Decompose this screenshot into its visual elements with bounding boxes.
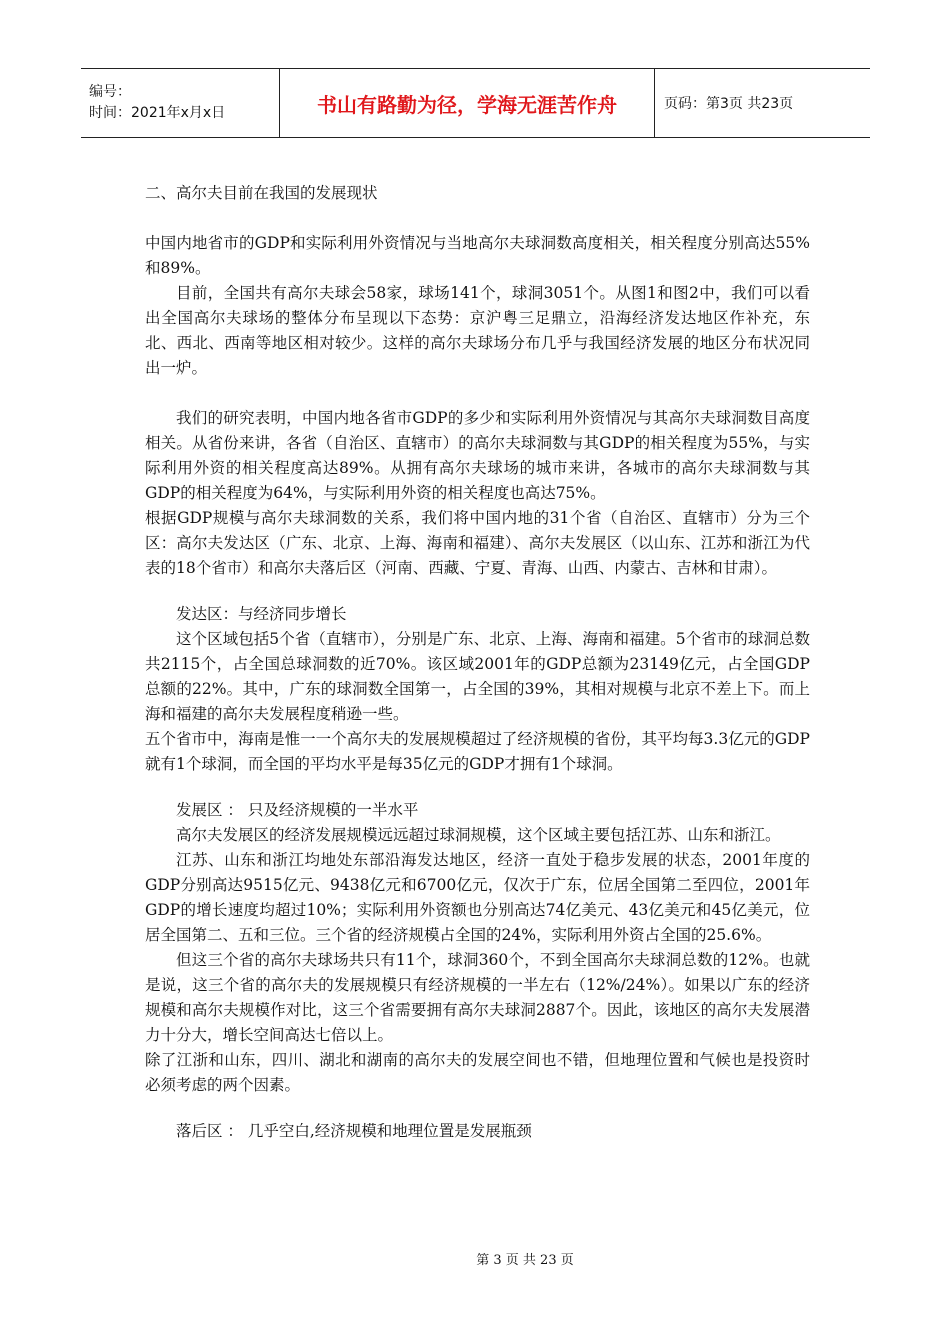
document-date: 时间：2021年x月x日 <box>89 105 226 121</box>
paragraph: 根据GDP规模与高尔夫球洞数的关系，我们将中国内地的31个省（自治区、直辖市）分为三个区：高尔夫发达区（广东、北京、上海、海南和福建）、高尔夫发展区（以山东、江苏和浙江为代表的18个省市）和高尔夫落后区（河南、西藏、宁夏、青海、山西、内蒙古、吉林和甘肃）。 <box>145 509 810 577</box>
header-page-info <box>655 69 870 137</box>
subsection-heading: 发展区 ： 只及经济规模的一半水平 <box>176 801 419 819</box>
page-header <box>81 68 870 138</box>
subsection-heading: 落后区 ： 几乎空白,经济规模和地理位置是发展瓶颈 <box>176 1122 532 1140</box>
paragraph: 目前，全国共有高尔夫球会58家，球场141个，球洞3051个。从图1和图2中，我们可以看出全国高尔夫球场的整体分布呈现以下态势：京沪粤三足鼎立，沿海经济发达地区作补充，东北、西北、西南等地区相对较少。这样的高尔夫球场分布几乎与我国经济发展的地区分布状况同出一炉。 <box>145 284 810 377</box>
paragraph: 江苏、山东和浙江均地处东部沿海发达地区，经济一直处于稳步发展的状态，2001年度的GDP分别高达9515亿元、9438亿元和6700亿元，仅次于广东，位居全国第二至四位，2001年GDP的增长速度均超过10%；实际利用外资额也分别高达74亿美元、43亿美元和45亿美元，位居全国第二、五和三位。三个省的经济规模占全国的24%，实际利用外资占全国的25.6%。 <box>145 851 810 944</box>
header-motto <box>280 69 655 137</box>
section-title: 二、高尔夫目前在我国的发展现状 <box>145 184 378 202</box>
paragraph: 这个区域包括5个省（直辖市），分别是广东、北京、上海、海南和福建。5个省市的球洞总数共2115个，占全国总球洞数的近70%。该区域2001年的GDP总额为23149亿元，占全国GDP总额的22%。其中，广东的球洞数全国第一，占全国的39%，其相对规模与北京不差上下。而上海和福建的高尔夫发展程度稍逊一些。 <box>145 630 810 723</box>
paragraph: 五个省市中，海南是惟一一个高尔夫的发展规模超过了经济规模的省份，其平均每3.3亿元的GDP就有1个球洞，而全国的平均水平是每35亿元的GDP才拥有1个球洞。 <box>145 730 810 773</box>
paragraph: 但这三个省的高尔夫球场共只有11个，球洞360个，不到全国高尔夫球洞总数的12%。也就是说，这三个省的高尔夫的发展规模只有经济规模的一半左右（12%/24%）。如果以广东的经济规模和高尔夫规模作对比，这三个省需要拥有高尔夫球洞2887个。因此，该地区的高尔夫发展潜力十分大，增长空间高达七倍以上。 <box>145 951 810 1044</box>
document-number-label: 编号： <box>89 84 131 100</box>
header-meta <box>81 69 280 137</box>
paragraph: 我们的研究表明，中国内地各省市GDP的多少和实际利用外资情况与其高尔夫球洞数目高度相关。从省份来讲，各省（自治区、直辖市）的高尔夫球洞数与其GDP的相关程度为55%，与实际利用外资的相关程度高达89%。从拥有高尔夫球场的城市来讲，各城市的高尔夫球洞数与其GDP的相关程度为64%，与实际利用外资的相关程度也高达75%。 <box>145 409 810 502</box>
paragraph: 高尔夫发展区的经济发展规模远远超过球洞规模，这个区域主要包括江苏、山东和浙江。 <box>176 826 781 844</box>
motto-text: 书山有路勤为径，学海无涯苦作舟 <box>317 92 617 117</box>
paragraph: 除了江浙和山东，四川、湖北和湖南的高尔夫的发展空间也不错，但地理位置和气候也是投资时必须考虑的两个因素。 <box>145 1051 810 1094</box>
page-footer <box>0 1249 950 1268</box>
subsection-heading: 发达区：与经济同步增长 <box>176 605 347 623</box>
paragraph: 中国内地省市的GDP和实际利用外资情况与当地高尔夫球洞数高度相关，相关程度分别高达55%和89%。 <box>145 234 810 277</box>
footer-page-number: 第 3 页 共 23 页 <box>476 1253 574 1268</box>
document-body <box>145 181 810 1144</box>
page-info-text: 页码：第3页 共23页 <box>664 96 794 112</box>
